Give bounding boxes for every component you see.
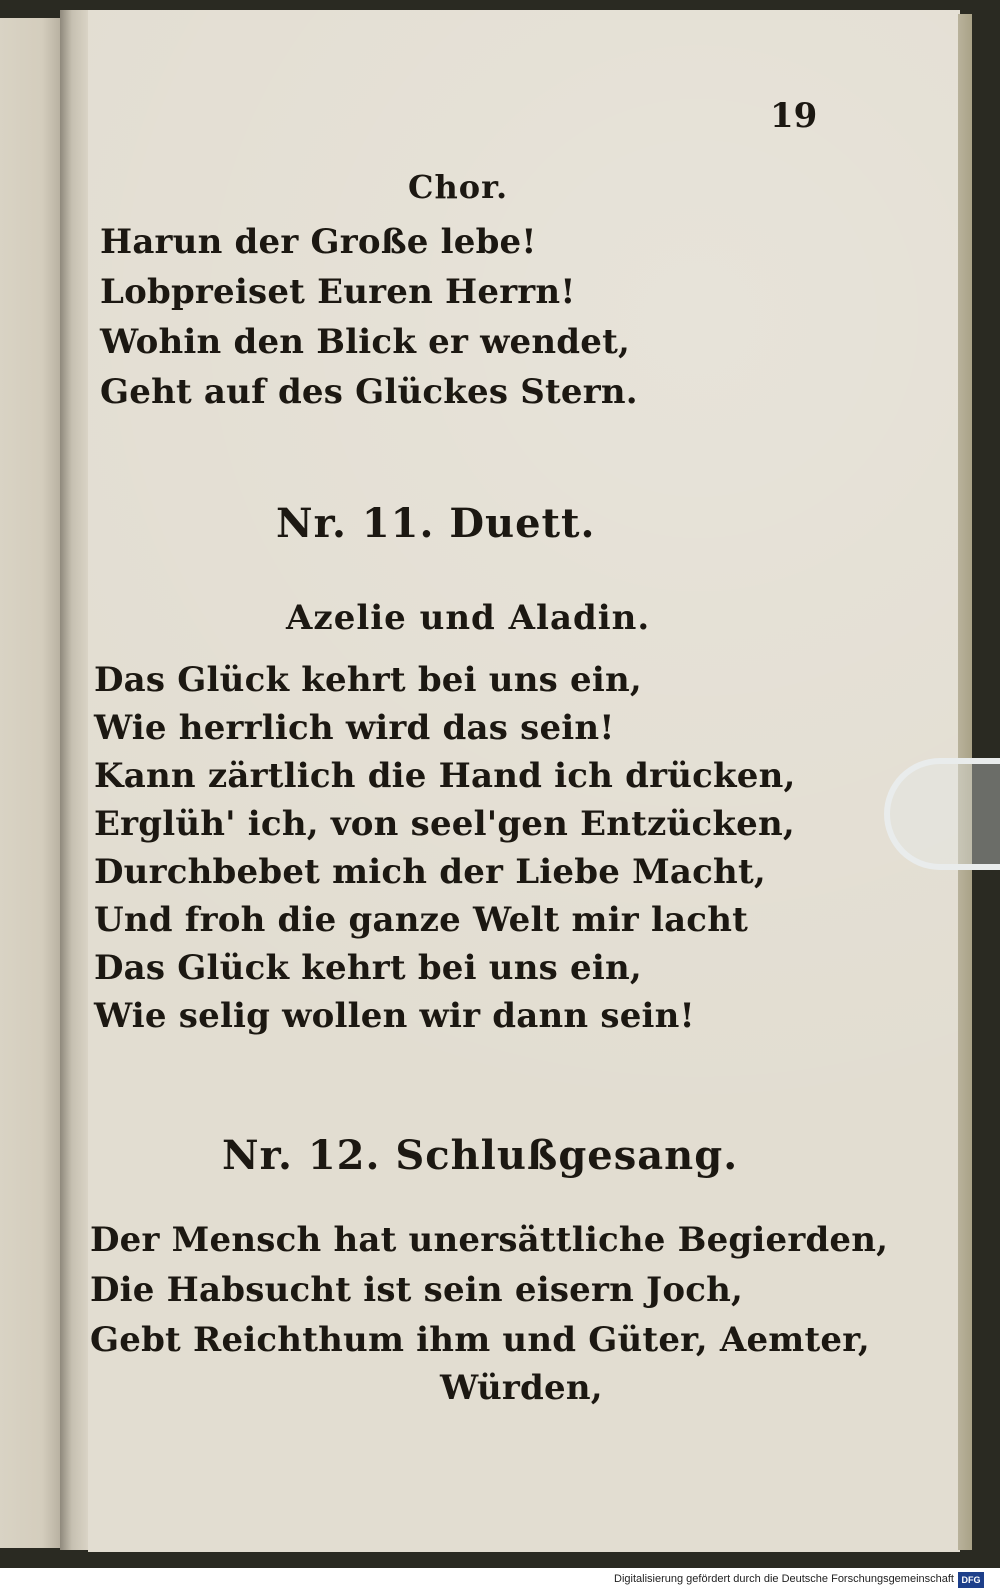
page-clip xyxy=(884,758,1000,870)
dfg-logo: DFG xyxy=(958,1572,984,1588)
duett-line: Wie selig wollen wir dann sein! xyxy=(94,996,695,1036)
duett-line: Das Glück kehrt bei uns ein, xyxy=(94,948,642,988)
section-11-speakers: Azelie und Aladin. xyxy=(286,598,651,638)
chor-label: Chor. xyxy=(408,168,509,206)
page-number: 19 xyxy=(770,96,818,136)
chor-line: Harun der Große lebe! xyxy=(100,222,537,262)
duett-line: Durchbebet mich der Liebe Macht, xyxy=(94,852,766,892)
section-12-heading: Nr. 12. Schlußgesang. xyxy=(222,1132,739,1179)
schlussgesang-line: Würden, xyxy=(440,1368,603,1408)
duett-line: Und froh die ganze Welt mir lacht xyxy=(94,900,749,940)
chor-line: Geht auf des Glückes Stern. xyxy=(100,372,638,412)
book-gutter xyxy=(60,10,90,1550)
duett-line: Wie herrlich wird das sein! xyxy=(94,708,615,748)
duett-line: Kann zärtlich die Hand ich drücken, xyxy=(94,756,796,796)
chor-line: Lobpreiset Euren Herrn! xyxy=(100,272,576,312)
footer-credit: Digitalisierung gefördert durch die Deutsche Forschungsgemeinschaft xyxy=(614,1573,954,1585)
schlussgesang-line: Gebt Reichthum ihm und Güter, Aemter, xyxy=(90,1320,870,1360)
chor-line: Wohin den Blick er wendet, xyxy=(100,322,631,362)
duett-line: Das Glück kehrt bei uns ein, xyxy=(94,660,642,700)
duett-line: Erglüh' ich, von seel'gen Entzücken, xyxy=(94,804,795,844)
schlussgesang-line: Der Mensch hat unersättliche Begierden, xyxy=(90,1220,889,1260)
footer-bar xyxy=(0,1568,1000,1594)
section-11-heading: Nr. 11. Duett. xyxy=(276,500,596,547)
previous-page-edge xyxy=(0,18,60,1548)
schlussgesang-line: Die Habsucht ist sein eisern Joch, xyxy=(90,1270,744,1310)
